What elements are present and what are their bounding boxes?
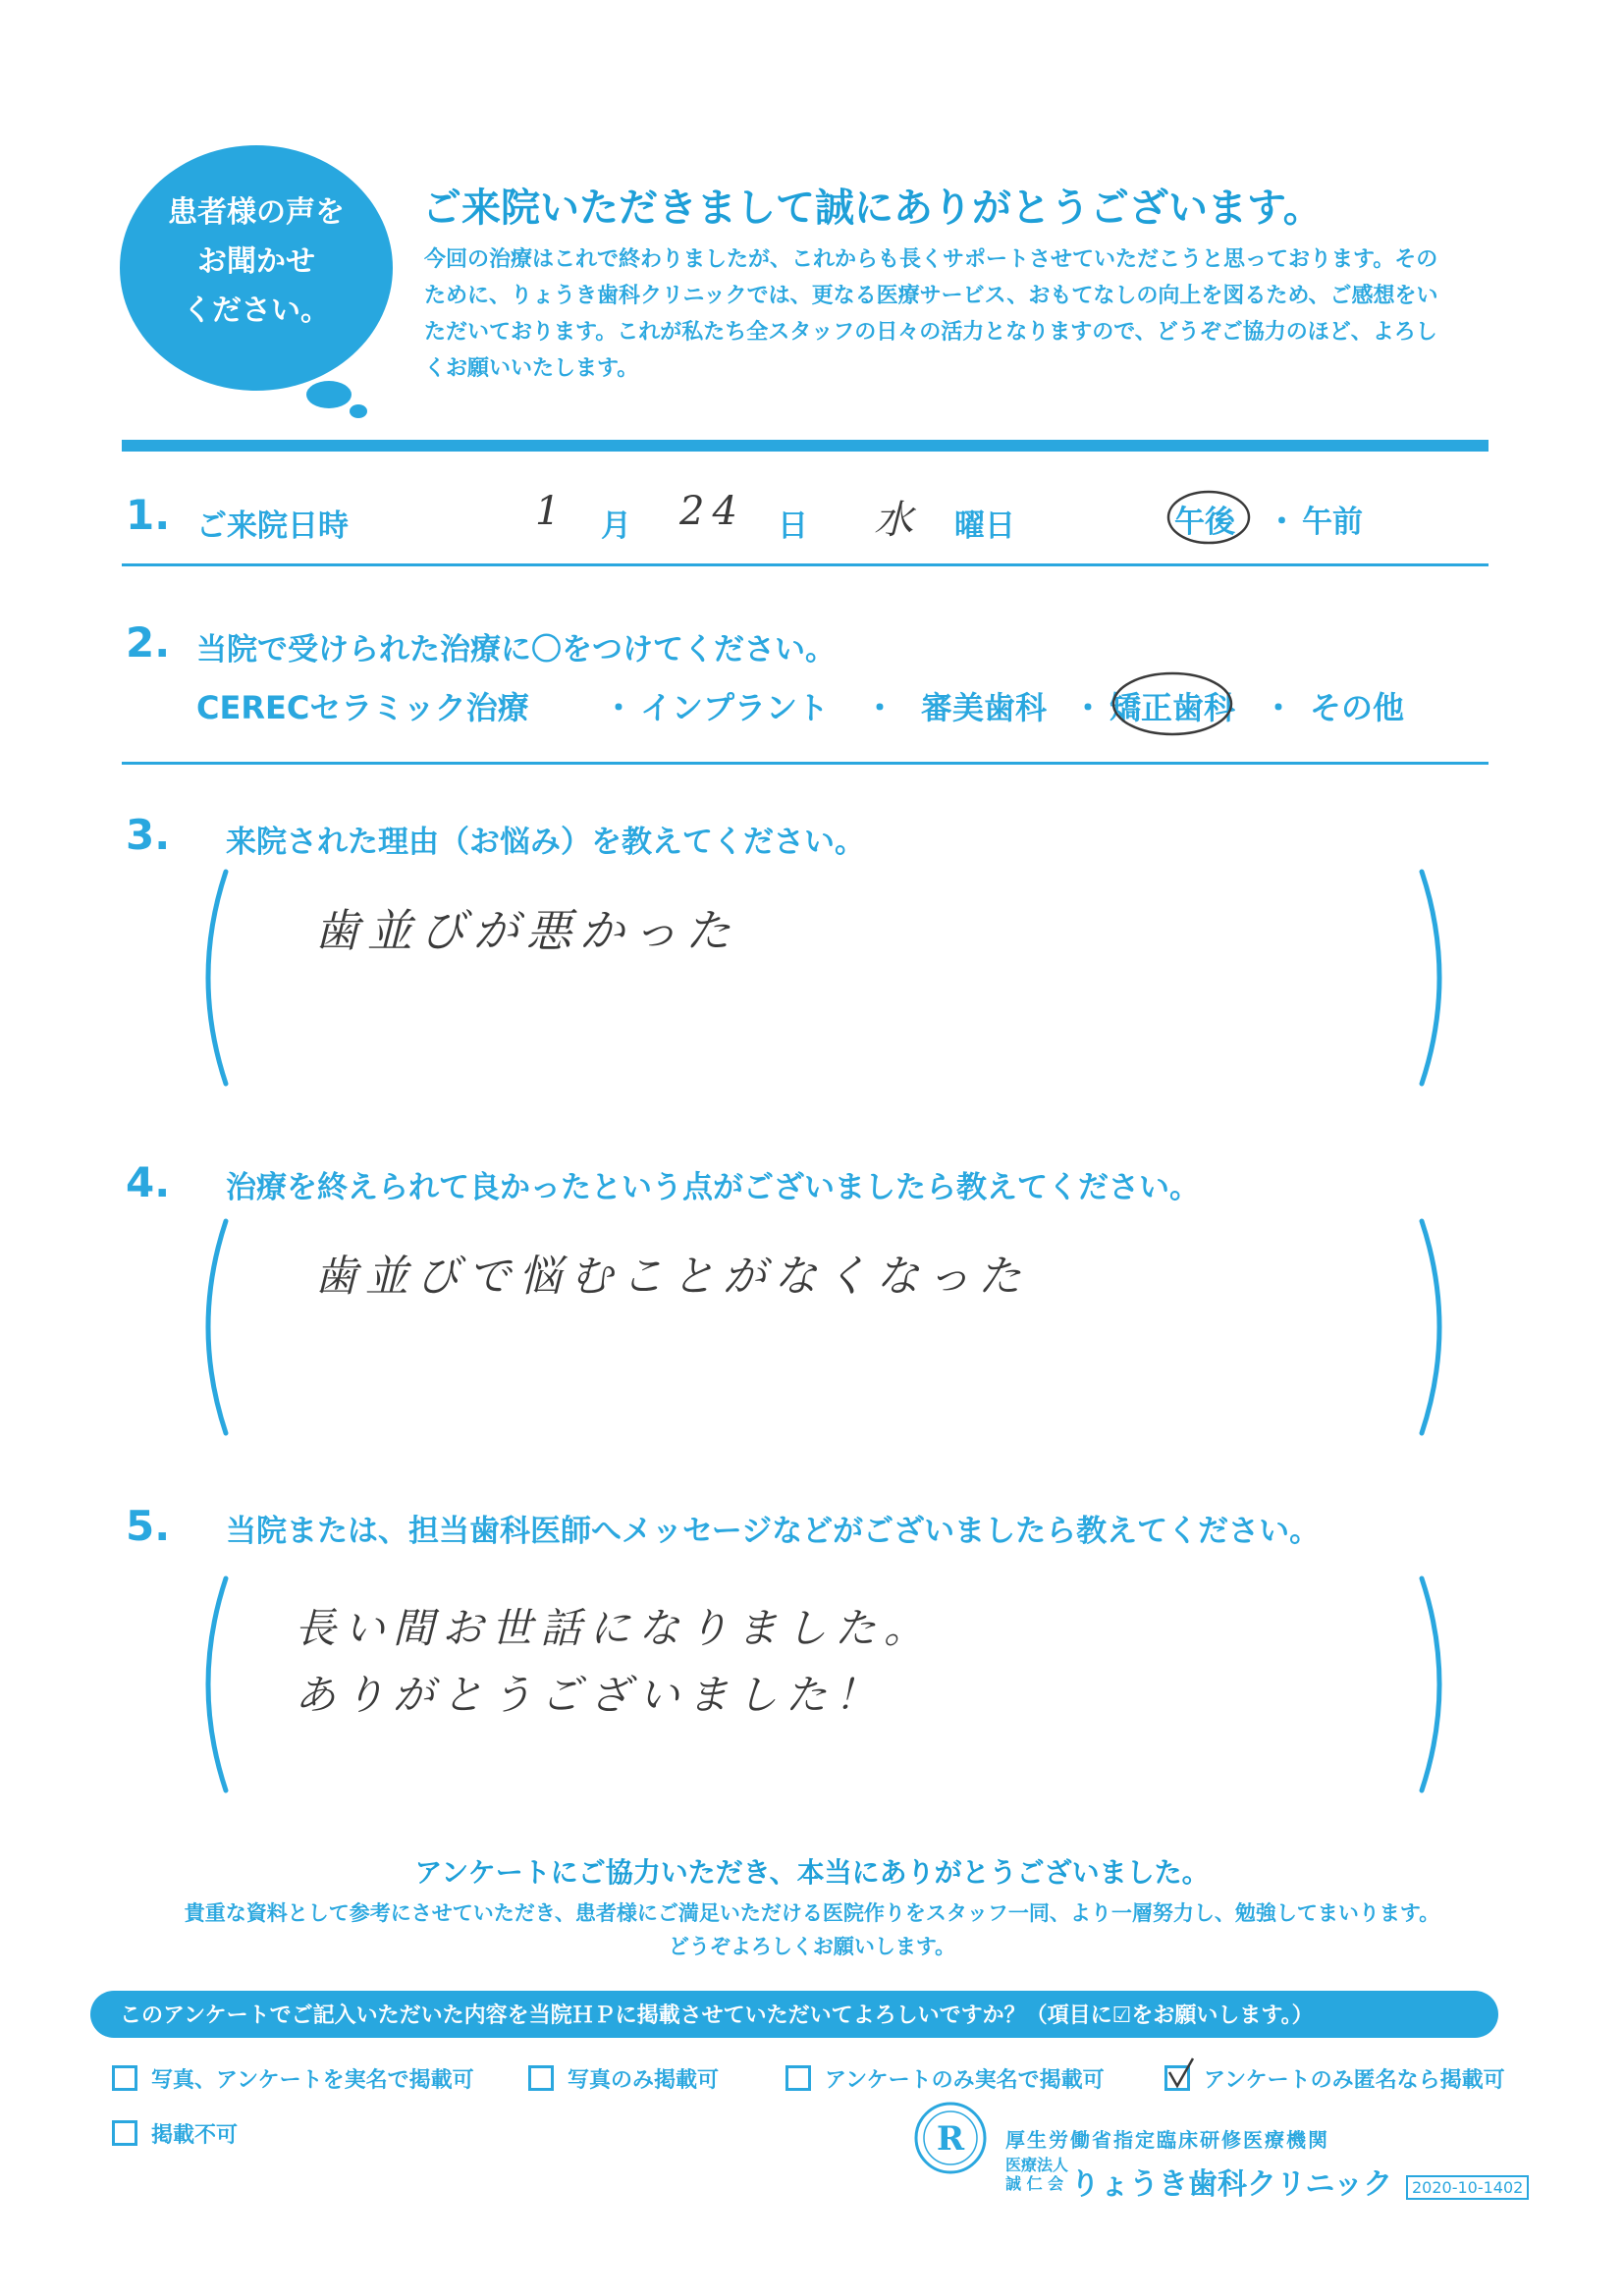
- q2-label: 当院で受けられた治療に〇をつけてください。: [196, 632, 836, 667]
- clinic-logo-letters: R: [936, 2119, 965, 2159]
- checkbox-label-survey-real-name: アンケートのみ実名で掲載可: [825, 2068, 1105, 2093]
- q2-sep-4: ・: [1263, 689, 1295, 726]
- thanks-line-2: どうぞよろしくお願いします。: [668, 1935, 956, 1958]
- q2-sep-2: ・: [864, 689, 896, 726]
- q3-number: 3.: [126, 811, 171, 859]
- q1-number: 1.: [126, 491, 171, 539]
- checkbox-label-real-name-photo-survey: 写真、アンケートを実名で掲載可: [151, 2068, 474, 2093]
- clinic-logo: [913, 2101, 988, 2175]
- checkbox-photo-only[interactable]: [528, 2065, 554, 2091]
- q2-sep-3: ・: [1072, 689, 1105, 726]
- bubble-line-3: ください。: [183, 294, 330, 328]
- q2-option-other: その他: [1310, 689, 1405, 726]
- q2-option-orthodontics: 矯正歯科: [1110, 689, 1236, 726]
- q4-label: 治療を終えられて良かったという点がございましたら教えてください。: [226, 1170, 1200, 1205]
- checkbox-real-name-photo-survey[interactable]: [112, 2065, 137, 2091]
- q5-answer-line-1: 長い間お世話になりました。: [295, 1604, 934, 1652]
- checkbox-survey-anonymous[interactable]: [1164, 2065, 1190, 2091]
- thanks-body: [59, 1896, 1565, 1963]
- q2-number: 2.: [126, 618, 171, 667]
- institution-type: 厚生労働省指定臨床研修医療機関: [1005, 2128, 1329, 2152]
- header-bubble-text: [120, 188, 393, 336]
- page-title: ご来院いただきまして誠にありがとうございます。: [422, 186, 1323, 231]
- q1-selection-circle: [1164, 487, 1253, 548]
- q1-option-pm: 午後: [1174, 505, 1235, 540]
- checkbox-label-no-publish: 掲載不可: [151, 2123, 239, 2148]
- q5-label: 当院または、担当歯科医師へメッセージなどがございましたら教えてください。: [226, 1514, 1321, 1549]
- q1-month-unit: 月: [601, 508, 631, 544]
- q3-label: 来院された理由（お悩み）を教えてください。: [226, 825, 865, 860]
- publish-question: このアンケートでご記入いただいた内容を当院ＨＰに掲載させていただいてよろしいですか？（項目に☑をお願いします。）: [120, 2003, 1314, 2028]
- q2-option-implant: インプラント: [640, 689, 830, 726]
- checkmark-icon: [1165, 2056, 1195, 2092]
- q1-weekday-unit: 曜日: [954, 508, 1015, 544]
- thanks-title: アンケートにご協力いただき、本当にありがとうございました。: [414, 1856, 1210, 1889]
- bubble-line-1: 患者様の声を: [168, 195, 345, 230]
- checkbox-no-publish[interactable]: [112, 2120, 137, 2146]
- q2-sep-1: ・: [603, 689, 635, 726]
- bubble-tail-large: [306, 381, 352, 408]
- q4-number: 4.: [126, 1158, 171, 1206]
- q1-weekday-value: 水: [874, 498, 921, 543]
- q5-number: 5.: [126, 1502, 171, 1550]
- q1-day-value: 24: [679, 489, 745, 534]
- corporation-line-2: 誠 仁 会: [1005, 2174, 1064, 2193]
- q2-divider: [122, 762, 1489, 765]
- corporation-line-1: 医療法人: [1005, 2156, 1069, 2174]
- q1-divider: [122, 563, 1489, 566]
- q1-day-unit: 日: [778, 508, 808, 544]
- q5-answer-line-2: ありがとうございました！: [295, 1671, 885, 1719]
- q1-month-value: 1: [535, 489, 568, 534]
- bubble-tail-small: [350, 404, 367, 418]
- q1-option-sep: ・: [1267, 505, 1297, 540]
- q4-answer: 歯並びで悩むことがなくなった: [314, 1252, 1029, 1302]
- clinic-name: りょうき歯科クリニック: [1070, 2167, 1393, 2202]
- checkbox-survey-real-name[interactable]: [785, 2065, 811, 2091]
- q1-label: ご来院日時: [196, 508, 349, 544]
- header-divider: [122, 440, 1489, 452]
- checkbox-label-photo-only: 写真のみ掲載可: [568, 2068, 720, 2093]
- q1-option-am: 午前: [1302, 505, 1363, 540]
- intro-text: 今回の治療はこれで終わりましたが、これからも長くサポートさせていただこうと思っております。そのために、りょうき歯科クリニックでは、更なる医療サービス、おもてなしの向上を図るため、ご感想をいただいております。これが私たち全スタッフの日々の活力となりますので、どうぞご協力のほど、よろしくお願いいたします。: [424, 247, 1438, 381]
- q2-option-cerec: CERECセラミック治療: [196, 689, 529, 726]
- checkbox-label-survey-anonymous: アンケートのみ匿名なら掲載可: [1204, 2068, 1505, 2093]
- q2-option-aesthetic: 審美歯科: [921, 689, 1048, 726]
- q2-selection-circle: [1110, 669, 1235, 738]
- bubble-line-2: お聞かせ: [197, 244, 315, 279]
- document-number: 2020-10-1402: [1406, 2175, 1529, 2200]
- thanks-line-1: 貴重な資料として参考にさせていただき、患者様にご満足いただける医院作りをスタッフ一同、より一層努力し、勉強してまいります。: [184, 1901, 1440, 1925]
- corporation-name: [1005, 2156, 1068, 2193]
- q3-answer: 歯並びが悪かった: [314, 904, 738, 957]
